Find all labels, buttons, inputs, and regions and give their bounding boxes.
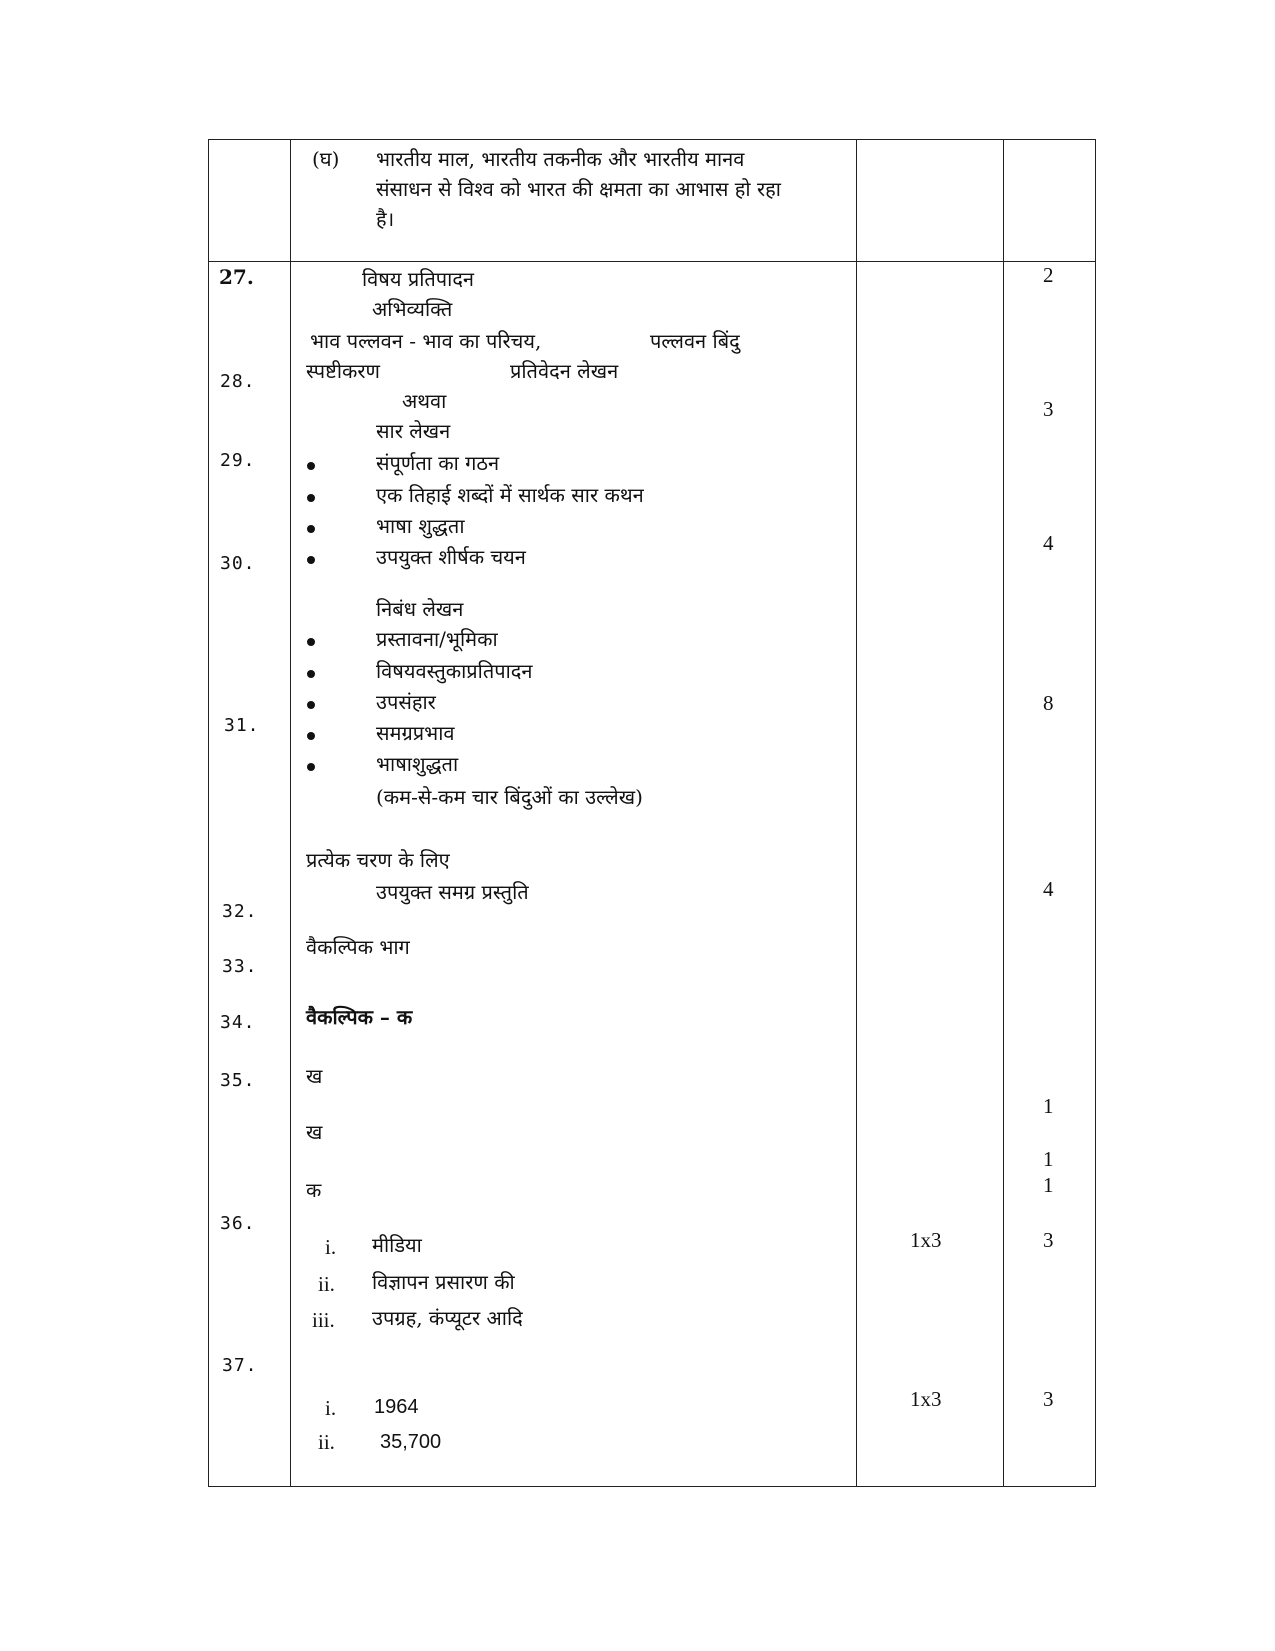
section-heading: सार लेखन xyxy=(376,419,451,443)
criterion-text: पल्लवन बिंदु xyxy=(650,329,740,353)
answer-option: ख xyxy=(306,1064,323,1088)
question-number: 32. xyxy=(222,901,258,922)
bullet-item: भाषाशुद्धता xyxy=(376,752,459,776)
bullet xyxy=(307,556,315,564)
criterion-text: उपयुक्त समग्र प्रस्तुति xyxy=(376,880,529,904)
criterion-text: अभिव्यक्ति xyxy=(372,297,453,321)
bullet-item: भाषा शुद्धता xyxy=(376,514,465,538)
question-number: 27. xyxy=(219,265,254,289)
total-marks: 4 xyxy=(1043,531,1054,555)
criterion-text: प्रतिवेदन लेखन xyxy=(510,359,619,383)
total-marks: 4 xyxy=(1043,877,1054,901)
answer-option: क xyxy=(306,1178,322,1202)
column-divider-3 xyxy=(1003,140,1004,1486)
question-number: 34. xyxy=(220,1012,256,1033)
answer-text: 1964 xyxy=(374,1396,419,1418)
question-number: 30. xyxy=(220,553,256,574)
bullet xyxy=(307,525,315,533)
total-marks: 3 xyxy=(1043,397,1054,421)
row-divider xyxy=(209,261,1095,262)
criterion-text: भाव पल्लवन - भाव का परिचय, xyxy=(310,329,542,353)
split-marks: 1x3 xyxy=(910,1387,942,1411)
question-number: 35. xyxy=(220,1070,256,1091)
continuation-line-1: भारतीय माल, भारतीय तकनीक और भारतीय मानव xyxy=(376,147,745,171)
total-marks: 2 xyxy=(1043,263,1054,287)
total-marks: 3 xyxy=(1043,1228,1054,1252)
answer-text: उपग्रह, कंप्यूटर आदि xyxy=(372,1306,523,1330)
question-number: 33. xyxy=(222,956,258,977)
roman-numeral: ii. xyxy=(318,1272,335,1296)
bullet-item: उपयुक्त शीर्षक चयन xyxy=(376,545,526,569)
bullet-item: संपूर्णता का गठन xyxy=(376,451,500,475)
total-marks: 3 xyxy=(1043,1387,1054,1411)
question-number: 29. xyxy=(220,450,256,471)
answer-option: ख xyxy=(306,1120,323,1144)
answer-text: मीडिया xyxy=(372,1233,422,1257)
criterion-text: प्रत्येक चरण के लिए xyxy=(306,848,450,872)
bullet xyxy=(307,494,315,502)
question-number: 37. xyxy=(222,1355,258,1376)
total-marks: 1 xyxy=(1043,1173,1054,1197)
bullet-item: उपसंहार xyxy=(376,690,436,714)
roman-numeral: i. xyxy=(325,1235,337,1259)
bullet xyxy=(307,763,315,771)
bullet xyxy=(307,462,315,470)
column-divider-1 xyxy=(290,140,291,1486)
criterion-text: विषय प्रतिपादन xyxy=(362,267,475,291)
bullet xyxy=(307,638,315,646)
bullet xyxy=(307,670,315,678)
section-heading: निबंध लेखन xyxy=(376,597,464,621)
roman-numeral: ii. xyxy=(318,1430,335,1454)
bullet xyxy=(307,732,315,740)
roman-numeral: iii. xyxy=(312,1308,335,1332)
option-label-gha: (घ) xyxy=(312,147,340,171)
column-divider-2 xyxy=(856,140,857,1486)
split-marks: 1x3 xyxy=(910,1228,942,1252)
question-number: 28. xyxy=(220,371,256,392)
question-number: 36. xyxy=(220,1213,256,1234)
bullet-item: विषयवस्तुकाप्रतिपादन xyxy=(376,659,533,683)
athva-text: अथवा xyxy=(402,389,447,413)
note-text: (कम-से-कम चार बिंदुओं का उल्लेख) xyxy=(376,785,643,809)
bullet-item: एक तिहाई शब्दों में सार्थक सार कथन xyxy=(376,483,644,507)
section-heading: वैकल्पिक भाग xyxy=(306,935,410,959)
continuation-line-2: संसाधन से विश्व को भारत की क्षमता का आभास हो रहा xyxy=(376,177,781,201)
answer-text: 35,700 xyxy=(380,1431,442,1453)
bullet xyxy=(307,701,315,709)
total-marks: 1 xyxy=(1043,1147,1054,1171)
total-marks: 8 xyxy=(1043,691,1054,715)
roman-numeral: i. xyxy=(325,1396,337,1420)
bullet-item: समग्रप्रभाव xyxy=(376,721,455,745)
bullet-item: प्रस्तावना/भूमिका xyxy=(376,627,498,651)
continuation-line-3: है। xyxy=(376,207,395,231)
total-marks: 1 xyxy=(1043,1094,1054,1118)
criterion-text: स्पष्टीकरण xyxy=(306,359,380,383)
section-heading: वैकल्पिक – क xyxy=(306,1005,413,1029)
answer-text: विज्ञापन प्रसारण की xyxy=(372,1270,515,1294)
question-number: 31. xyxy=(224,715,260,736)
